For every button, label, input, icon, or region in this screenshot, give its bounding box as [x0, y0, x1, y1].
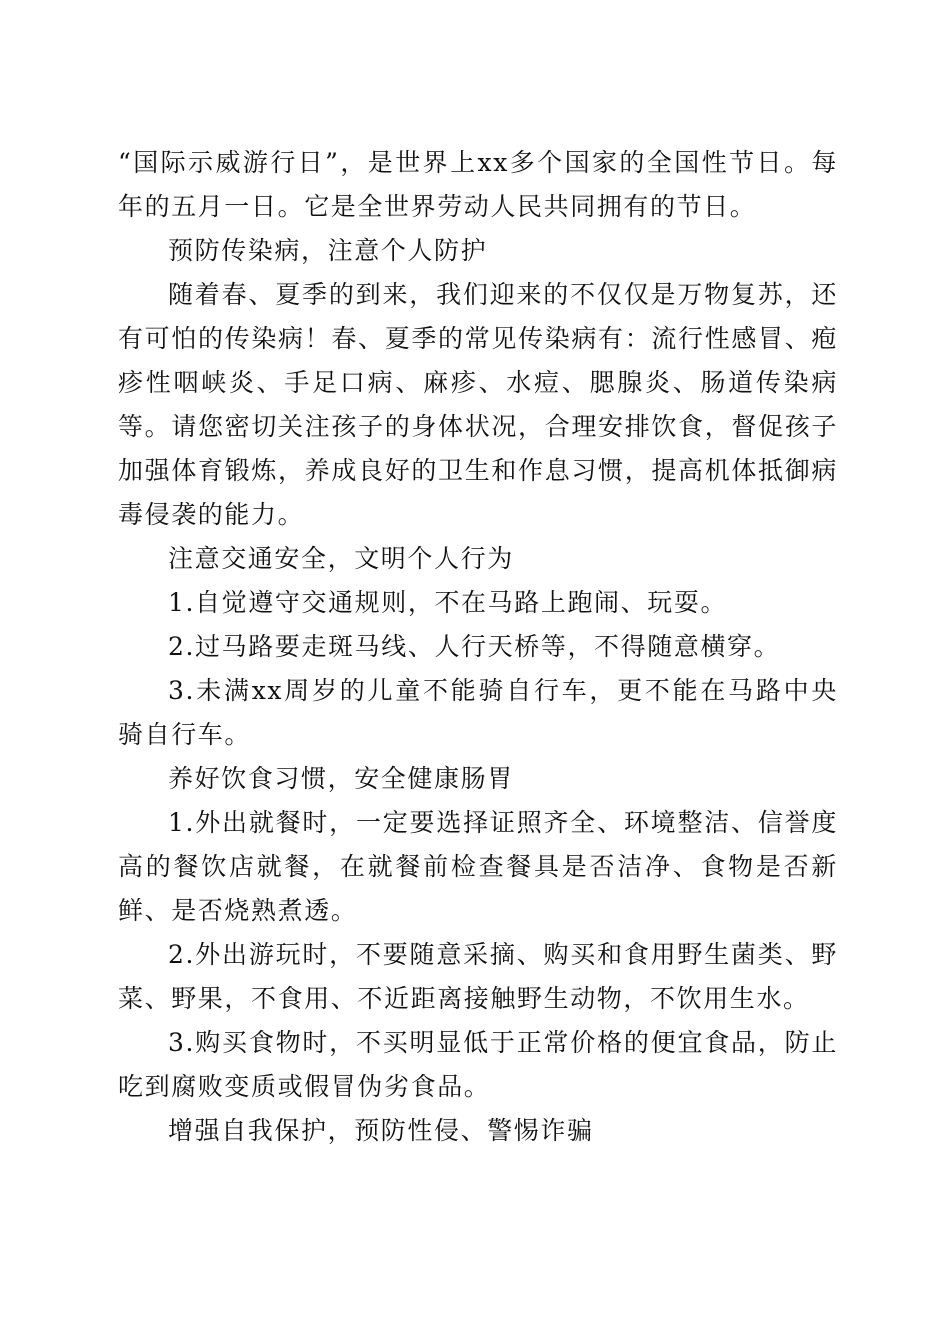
list-item-traffic-2: 2.过马路要走斑马线、人行天桥等，不得随意横穿。 [168, 632, 781, 661]
paragraph-disease-prevention: 随着春、夏季的到来，我们迎来的不仅仅是万物复苏，还有可怕的传染病！春、夏季的常见传染病有：流行性感冒、疱疹性咽峡炎、手足口病、麻疹、水痘、腮腺炎、肠道传染病等。请您密切关注孩子的身体状况，合理安排饮食，督促孩子加强体育锻炼，养成良好的卫生和作息习惯，提高机体抵御病毒侵袭的能力。 [118, 280, 838, 529]
document-page [118, 141, 838, 1153]
paragraph-holiday-intro: “国际示威游行日”，是世界上xx多个国家的全国性节日。每年的五月一日。它是全世界劳动人民共同拥有的节日。 [118, 148, 838, 221]
list-item-food-1: 1.外出就餐时，一定要选择证照齐全、环境整洁、信誉度高的餐饮店就餐，在就餐前检查餐具是否洁净、食物是否新鲜、是否烧熟煮透。 [118, 808, 838, 925]
list-item-food-2: 2.外出游玩时，不要随意采摘、购买和食用野生菌类、野菜、野果，不食用、不近距离接触野生动物，不饮用生水。 [118, 940, 838, 1013]
heading-traffic-safety: 注意交通安全，文明个人行为 [168, 544, 514, 573]
list-item-traffic-3: 3.未满xx周岁的儿童不能骑自行车，更不能在马路中央骑自行车。 [118, 676, 838, 749]
heading-self-protection: 增强自我保护，预防性侵、警惕诈骗 [168, 1116, 594, 1145]
heading-food-safety: 养好饮食习惯，安全健康肠胃 [168, 764, 514, 793]
list-item-traffic-1: 1.自觉遵守交通规则，不在马路上跑闹、玩耍。 [168, 588, 728, 617]
list-item-food-3: 3.购买食物时，不买明显低于正常价格的便宜食品，防止吃到腐败变质或假冒伪劣食品。 [118, 1028, 838, 1101]
heading-disease-prevention: 预防传染病，注意个人防护 [168, 236, 488, 265]
